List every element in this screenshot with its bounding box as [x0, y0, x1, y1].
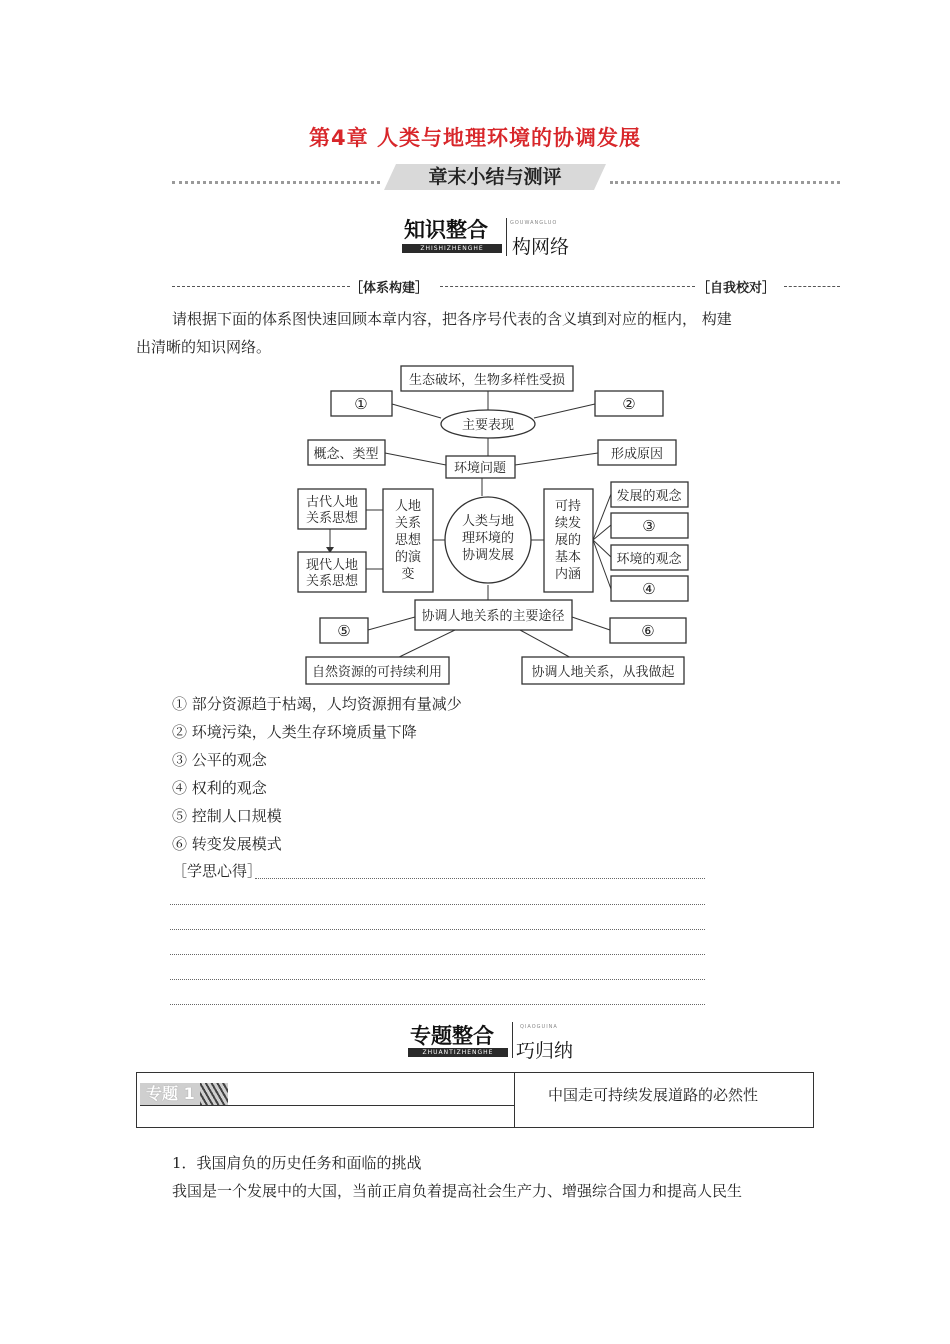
section-sub-pinyin: GOUWANGLUO: [510, 220, 558, 226]
system-build-label: ［体系构建］: [350, 281, 429, 296]
diagram-blank-1: ①: [354, 395, 368, 413]
diagram-center-1: 人类与地: [461, 514, 515, 529]
banner-title: 章末小结与测评: [428, 166, 562, 188]
diagram-concept: 概念、类型: [313, 447, 379, 462]
section-title: 知识整合: [404, 218, 488, 242]
diagram-sustainable-4: 基本: [554, 550, 582, 565]
notes-line: [255, 878, 705, 879]
self-check-label: ［自我校对］: [697, 281, 776, 296]
diagram-evolution-2: 关系: [394, 516, 422, 531]
topic-tag-stripes: [200, 1083, 228, 1105]
section-pinyin: ZHUANTIZHENGHE: [408, 1048, 508, 1057]
diagram-evolution-4: 的演: [394, 550, 422, 565]
notes-line: [170, 979, 705, 980]
notes-line: [170, 954, 705, 955]
intro-line-1: 请根据下面的体系图快速回顾本章内容，把各序号代表的含义填到对应的框内， 构建: [172, 310, 732, 328]
section-title: 专题整合: [410, 1024, 494, 1048]
answer-6: ⑥ 转变发展模式: [172, 835, 282, 853]
topic-box-divider: [514, 1072, 515, 1128]
topic-tag: 专题 1: [146, 1084, 195, 1103]
diagram-center-2: 理环境的: [461, 531, 515, 546]
notes-line: [170, 1004, 705, 1005]
diagram-top-box: 生态破坏，生物多样性受损: [408, 373, 566, 388]
section-subtitle: 巧归纳: [516, 1040, 574, 1062]
answer-1: ① 部分资源趋于枯竭，人均资源拥有量减少: [172, 695, 462, 713]
answer-3: ③ 公平的观念: [172, 751, 267, 769]
answer-2: ② 环境污染，人类生存环境质量下降: [172, 723, 417, 741]
section-subtitle: 构网络: [512, 236, 570, 258]
section-divider: [512, 1022, 513, 1058]
diagram-dev-concept: 发展的观念: [616, 489, 682, 504]
notes-label: ［学思心得］: [172, 862, 263, 880]
answer-4: ④ 权利的观念: [172, 779, 267, 797]
body-heading: 1．我国肩负的历史任务和面临的挑战: [172, 1154, 422, 1172]
section-pinyin: ZHISHIZHENGHE: [402, 244, 502, 253]
diagram-env-concept: 环境的观念: [616, 552, 682, 567]
topic-box-underline: [140, 1105, 514, 1106]
diagram-sustainable-2: 续发: [554, 516, 582, 531]
notes-line: [170, 929, 705, 930]
diagram-sustainable-1: 可持: [554, 499, 582, 514]
diagram-modern-2: 关系思想: [305, 574, 359, 589]
chapter-title: 第4章 人类与地理环境的协调发展: [309, 126, 641, 150]
intro-line-2: 出清晰的知识网络。: [136, 338, 272, 356]
diagram-blank-6: ⑥: [641, 622, 655, 640]
diagram-cause: 形成原因: [610, 447, 664, 462]
section-sub-pinyin: QIAOGUINA: [520, 1024, 558, 1030]
diagram-blank-5: ⑤: [337, 622, 351, 640]
body-text: 我国是一个发展中的大国，当前正肩负着提高社会生产力、增强综合国力和提高人民生: [172, 1182, 743, 1200]
diagram-center-3: 协调发展: [461, 548, 515, 563]
diagram-env-problem: 环境问题: [453, 461, 507, 476]
diagram-blank-2: ②: [622, 395, 636, 413]
notes-line: [170, 904, 705, 905]
diagram-modern-1: 现代人地: [305, 558, 359, 573]
diagram-sustainable-3: 展的: [554, 533, 582, 548]
diagram-sustainable-5: 内涵: [554, 567, 582, 582]
diagram-natural-resources: 自然资源的可持续利用: [311, 665, 443, 680]
diagram-ancient-1: 古代人地: [305, 495, 359, 510]
diagram-evolution-3: 思想: [394, 533, 422, 548]
diagram-blank-4: ④: [642, 580, 656, 598]
answer-5: ⑤ 控制人口规模: [172, 807, 282, 825]
diagram-main-path: 协调人地关系的主要途径: [421, 609, 565, 624]
diagram-ancient-2: 关系思想: [305, 511, 359, 526]
diagram-main-manifestation: 主要表现: [461, 418, 515, 433]
section-heading-topic: [408, 1020, 588, 1068]
topic-title: 中国走可持续发展道路的必然性: [548, 1086, 759, 1104]
diagram-evolution-5: 变: [401, 567, 415, 582]
diagram-evolution-1: 人地: [394, 499, 422, 514]
diagram-blank-3: ③: [642, 517, 656, 535]
diagram-from-me: 协调人地关系，从我做起: [531, 665, 675, 680]
